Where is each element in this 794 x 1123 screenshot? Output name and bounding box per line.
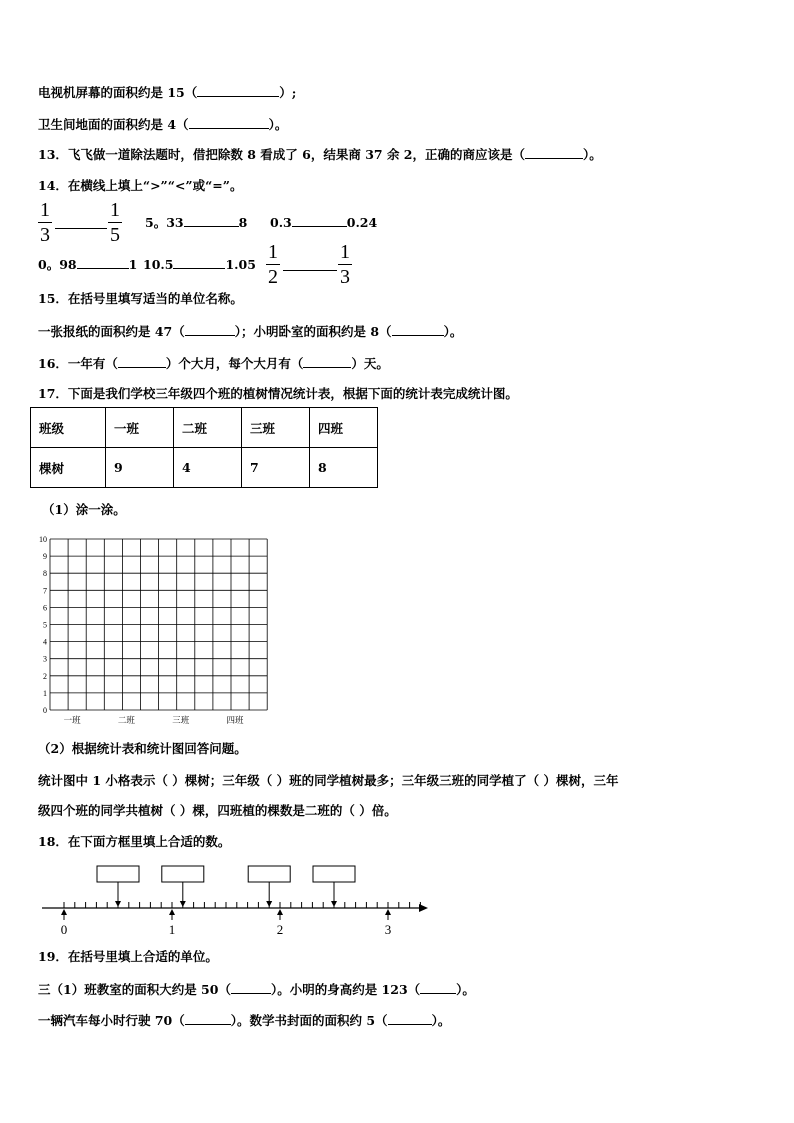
answer-blank[interactable] (189, 116, 269, 129)
y-tick-label: 1 (43, 688, 47, 698)
table-cell: 二班 (174, 408, 242, 448)
y-tick-label: 0 (43, 706, 47, 715)
y-tick-label: 7 (43, 586, 47, 596)
compare-blank[interactable] (184, 214, 239, 227)
y-tick-label: 2 (43, 671, 47, 681)
question-text: 18．在下面方框里填上合适的数。 (38, 834, 231, 849)
box-pointer-head (180, 901, 186, 907)
table-header-row (31, 408, 378, 448)
y-tick-label: 8 (43, 569, 47, 579)
table-cell: 四班 (310, 408, 378, 448)
answer-blank[interactable] (118, 355, 166, 368)
question-17 (38, 386, 518, 402)
compare-blank[interactable] (55, 228, 107, 229)
question-19-b: 一辆汽车每小时行驶 70（ ）。数学书封面的面积约 5（ ）。 (38, 1013, 451, 1028)
fraction-one-fifth: 1 5 (110, 199, 120, 246)
label-arrow-head (61, 909, 67, 915)
question-17-q2: 级四个班的同学共植树（ ）棵，四班植的棵数是二班的（ ）倍。 (38, 803, 397, 818)
question-19 (38, 949, 218, 965)
line-text: 卫生间地面的面积约是 4（ (38, 117, 189, 132)
number-label: 3 (384, 922, 392, 937)
x-tick-label: 四班 (226, 715, 244, 725)
question-13: 13．飞飞做一道除法题时，借把除数 8 看成了 6，结果商 37 余 2，正确的商应该是（ ）。 (38, 147, 602, 162)
line-text: 电视机屏幕的面积约是 15（ (38, 85, 198, 100)
number-label: 2 (276, 922, 284, 937)
question-17-part2: （2）根据统计表和统计图回答问题。 (38, 741, 247, 756)
answer-blank[interactable] (525, 146, 583, 159)
table-cell: 8 (310, 448, 378, 488)
answer-box (248, 866, 290, 882)
question-text: 19．在括号里填上合适的单位。 (38, 949, 218, 964)
table-row (31, 448, 378, 488)
stats-table (30, 407, 378, 488)
box-pointer-head (266, 901, 272, 907)
question-19-a: 三（1）班教室的面积大约是 50（ ）。小明的身高约是 123（ ）。 (38, 982, 475, 997)
answer-blank[interactable] (392, 323, 444, 336)
answer-blank[interactable] (185, 323, 235, 336)
compare-d: 10.5 1.05 (143, 257, 256, 272)
compare-a: 5。33 8 (145, 215, 248, 230)
compare-blank[interactable] (292, 214, 347, 227)
answer-blank[interactable] (303, 355, 351, 368)
y-tick-label: 10 (39, 535, 47, 544)
answer-blank[interactable] (388, 1012, 432, 1025)
answer-blank[interactable] (231, 981, 271, 994)
table-cell: 7 (242, 448, 310, 488)
answer-blank[interactable] (185, 1012, 231, 1025)
box-pointer-head (115, 901, 121, 907)
table-cell: 班级 (31, 408, 106, 448)
bar-chart-grid[interactable] (30, 532, 275, 732)
table-cell: 棵树 (31, 448, 106, 488)
box-pointer-head (331, 901, 337, 907)
number-label: 1 (168, 922, 176, 937)
y-tick-label: 6 (43, 603, 47, 613)
answer-blank[interactable] (420, 981, 456, 994)
question-text: 17．下面是我们学校三年级四个班的植树情况统计表，根据下面的统计表完成统计图。 (38, 386, 518, 401)
answer-box (162, 866, 204, 882)
compare-blank[interactable] (283, 270, 337, 271)
question-text: 14．在横线上填上“>”“<”或“=”。 (38, 178, 243, 193)
question-18 (38, 834, 230, 850)
question-15-items: 一张报纸的面积约是 47（ ）；小明卧室的面积约是 8（ ）。 (38, 324, 463, 339)
question-14 (38, 178, 242, 194)
question-15 (38, 291, 243, 307)
label-arrow-head (385, 909, 391, 915)
label-arrow-head (169, 909, 175, 915)
question-text: 15．在括号里填写适当的单位名称。 (38, 291, 243, 306)
answer-box (97, 866, 139, 882)
question-text: 13．飞飞做一道除法题时，借把除数 8 看成了 6，结果商 37 余 2，正确的商应该是（ (38, 147, 525, 162)
y-tick-label: 5 (43, 620, 47, 630)
line-tv-area: 电视机屏幕的面积约是 15（ ）; (38, 85, 297, 100)
table-cell: 4 (174, 448, 242, 488)
y-tick-label: 9 (43, 552, 47, 562)
question-17-part1: （1）涂一涂。 (42, 502, 126, 517)
x-tick-label: 二班 (117, 715, 135, 725)
line-bathroom-area: 卫生间地面的面积约是 4（ ）。 (38, 117, 288, 132)
x-tick-label: 三班 (172, 715, 190, 725)
number-line (36, 858, 436, 938)
compare-b: 0.3 0.24 (270, 215, 378, 230)
table-cell: 9 (106, 448, 174, 488)
y-tick-label: 3 (43, 654, 47, 664)
answer-box (313, 866, 355, 882)
number-label: 0 (60, 922, 68, 937)
question-17-q1: 统计图中 1 小格表示（ ）棵树；三年级（ ）班的同学植树最多；三年级三班的同学植了（ ）棵树，三年 (38, 773, 619, 788)
compare-blank[interactable] (173, 256, 225, 269)
answer-blank[interactable] (197, 84, 279, 97)
y-tick-label: 4 (43, 637, 47, 647)
fraction-one-third-b: 1 3 (340, 241, 350, 288)
table-cell: 一班 (106, 408, 174, 448)
fraction-one-half: 1 2 (268, 241, 278, 288)
label-arrow-head (277, 909, 283, 915)
compare-blank[interactable] (77, 256, 129, 269)
fraction-one-third: 1 3 (40, 199, 50, 246)
compare-c: 0。98 1 (38, 257, 138, 272)
x-tick-label: 一班 (63, 715, 81, 725)
question-16: 16．一年有（ ）个大月，每个大月有（ ）天。 (38, 356, 389, 371)
table-cell: 三班 (242, 408, 310, 448)
